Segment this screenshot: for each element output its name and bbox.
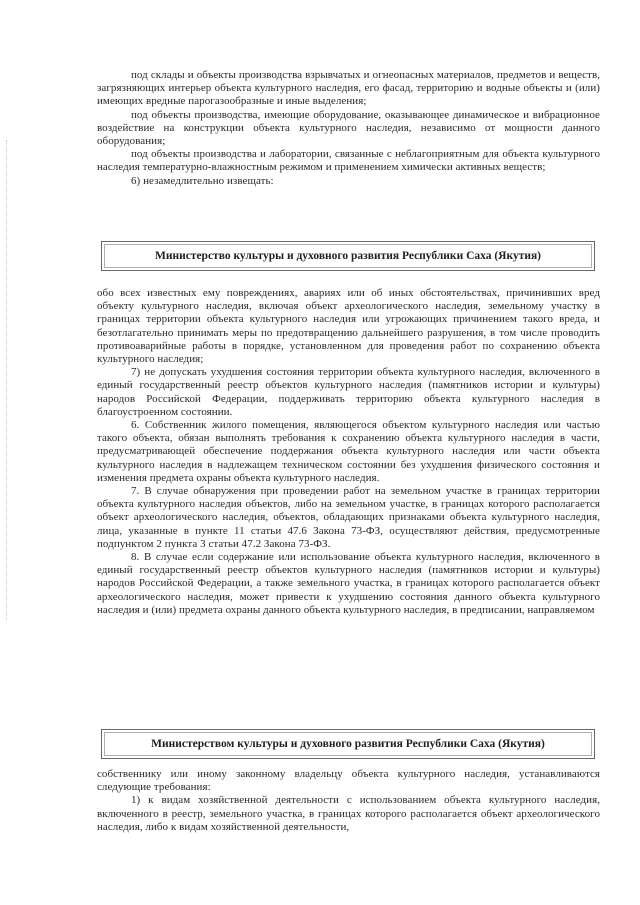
text-block-middle [97,287,600,617]
paragraph: под склады и объекты производства взрывчатых и огнеопасных материалов, предметов и веществ, загрязняющих интерьер объекта культурного наследия, его фасад, территорию и водные объекты и (или) имеющих вредные парогазообразные и иные выделения; [97,69,600,108]
paragraph: 6. Собственник жилого помещения, являющегося объектом культурного наследия или частью такого объекта, обязан выполнять требования к сохранению объекта культурного наследия в части, предусматривающей обеспечение поддержания объекта культурного наследия или части объекта культурного наследия в надлежащем техническом состоянии без ухудшения физического состояния и изменения предмета охраны объекта культурного наследия. [97,419,600,484]
paragraph: 8. В случае если содержание или использование объекта культурного наследия, включенного в единый государственный реестр объектов культурного наследия (памятников истории и культуры) народов Российской Федерации, а также земельного участка, в границах которого располагается объект археологического наследия, может привести к ухудшению состояния данного объекта культурного наследия и (или) предмета охраны данного объекта культурного наследия, в предписании, направляемом [97,551,600,616]
ministry-name-box [101,729,595,759]
paragraph: 6) незамедлительно извещать: [131,174,274,187]
text-block-top [97,69,600,188]
ministry-name: Министерство культуры и духовного развития Республики Саха (Якутия) [154,250,542,262]
paragraph: под объекты производства и лаборатории, связанные с неблагоприятным для объекта культурного наследия температурно-влажностным режимом и применением химически активных веществ; [97,148,600,174]
paragraph: 7. В случае обнаружения при проведении работ на земельном участке в границах территории объекта культурного наследия объектов, либо на земельном участке, в границах которого располагается объект археологического наследия, объектов, обладающих признаками объекта культурного наследия, лица, указанные в пункте 11 статьи 47.6 Закона 73-ФЗ, осуществляют действия, предусмотренные подпунктом 2 пункта 3 статьи 47.2 Закона 73-ФЗ. [97,485,600,550]
side-margin-mark [6,140,15,620]
ministry-name: Министерством культуры и духовного развития Республики Саха (Якутия) [151,738,545,750]
paragraph: собственнику или иному законному владельцу объекта культурного наследия, устанавливаются следующие требования: [97,768,600,794]
paragraph: 1) к видам хозяйственной деятельности с использованием объекта культурного наследия, включенного в реестр, земельного участка, в границах которого располагается объект археологического наследия, либо к видам хозяйственной деятельности, [97,794,600,833]
paragraph: 7) не допускать ухудшения состояния территории объекта культурного наследия, включенного в единый государственный реестр объектов культурного наследия (памятников истории и культуры) народов Российской Федерации, поддерживать территорию объекта культурного наследия в благоустроенном состоянии. [97,366,600,418]
text-block-bottom [97,768,600,834]
paragraph: обо всех известных ему повреждениях, авариях или об иных обстоятельствах, причинивших вред объекту культурного наследия, включая объект археологического наследия, земельному участку в границах территории объекта культурного наследия или угрожающих причинением такого вреда, и безотлагательно принимать меры по предотвращению дальнейшего разрушения, в том числе проводить противоаварийные работы в порядке, установленном для проведения работ по сохранению объекта культурного наследия; [97,287,600,366]
paragraph: под объекты производства, имеющие оборудование, оказывающее динамическое и вибрационное воздействие на конструкции объекта культурного наследия, независимо от мощности данного оборудования; [97,108,600,148]
ministry-name-box [101,241,595,271]
